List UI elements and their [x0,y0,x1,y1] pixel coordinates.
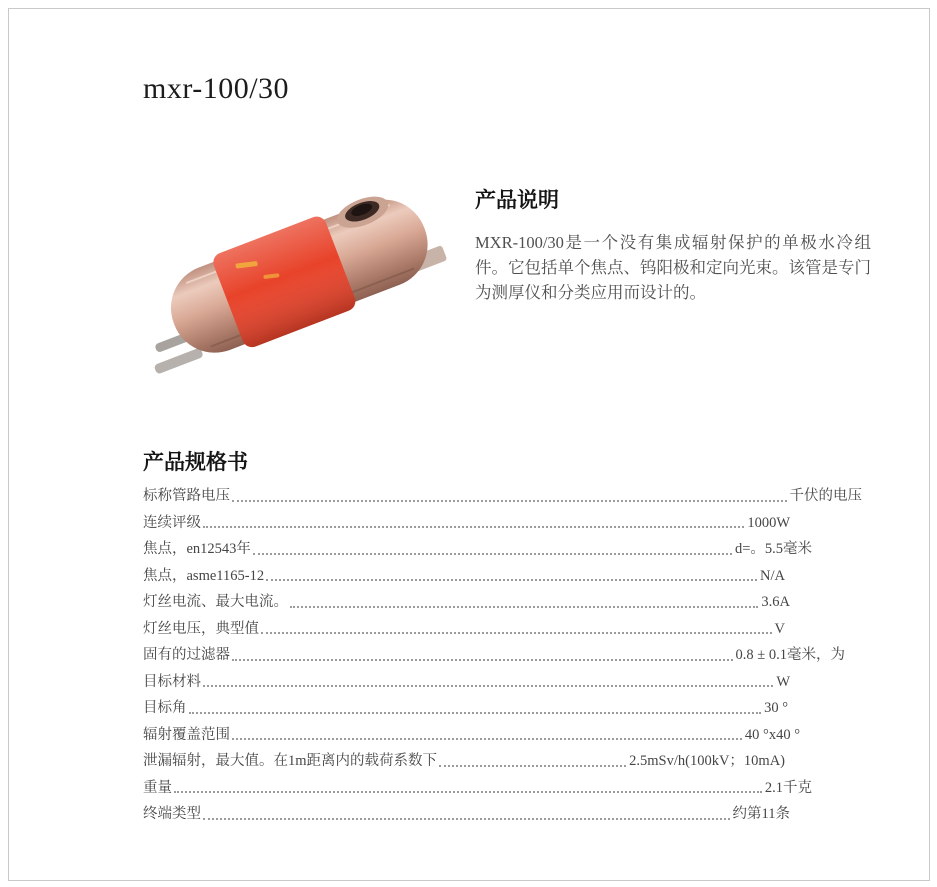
spec-row [143,728,800,744]
spec-row [143,781,812,797]
spec-label: 标称管路电压 [143,488,230,504]
spec-row [143,569,785,585]
spec-label: 辐射覆盖范围 [143,726,230,743]
spec-label: 灯丝电流、最大电流。 [143,594,288,610]
page-title: mxr-100/30 [143,72,290,105]
spec-row [143,754,785,770]
dotted-leader [253,553,732,555]
spec-row [143,595,790,611]
spec-label: 固有的过滤器 [143,647,230,663]
spec-row [143,622,785,638]
spec-label: 目标角 [143,700,187,716]
spec-label: 焦点，asme1165-12 [143,567,265,584]
dotted-leader [261,632,772,634]
dotted-leader [439,765,626,767]
dotted-leader [290,606,758,608]
spec-value: 3.6A [761,594,790,610]
spec-value: 约第11条 [732,806,790,822]
dotted-leader [203,818,730,820]
description-body: MXR-100/30是一个没有集成辐射保护的单极水冷组件。它包括单个焦点、钨阳极和定向光束。该管是专门为测厚仪和分类应用而设计的。 [475,233,871,302]
spec-label: 焦点，en12543年 [143,541,251,557]
spec-label: 目标材料 [143,673,201,690]
spec-row [143,648,845,664]
spec-value: 千伏的电压 [789,488,862,504]
spec-row [143,675,790,691]
dotted-leader [266,579,757,581]
dotted-leader [189,712,762,714]
spec-value: 1000W [747,514,790,531]
spec-label: 终端类型 [143,806,201,822]
specs-heading: 产品规格书 [143,450,248,474]
product-photo-xray-tube [148,178,453,378]
dotted-leader [174,791,762,793]
spec-label: 泄漏辐射，最大值。在1m距离内的载荷系数下 [143,753,438,769]
description-section [475,184,875,305]
spec-value: d=。5.5毫米 [734,541,812,557]
description-heading: 产品说明 [475,188,559,212]
dotted-leader [232,659,733,661]
spec-row [143,516,790,532]
spec-row [143,701,788,717]
spec-value: 40 °x40 ° [744,726,800,743]
spec-label: 连续评级 [143,514,201,531]
spec-value: 30 ° [764,700,788,716]
dotted-leader [203,526,744,528]
spec-value: W [776,673,790,690]
spec-value: 2.1千克 [764,779,812,796]
spec-row [143,489,862,505]
dotted-leader [232,738,742,740]
spec-value: 2.5mSv/h(100kV；10mA) [629,753,785,769]
dotted-leader [232,500,787,502]
spec-row [143,542,812,558]
spec-label: 灯丝电压，典型值 [143,620,259,637]
spec-row [143,807,790,823]
spec-label: 重量 [143,779,172,796]
spec-value: V [774,620,785,637]
dotted-leader [203,685,773,687]
spec-value: N/A [760,567,785,584]
spec-list [143,489,862,834]
spec-value: 0.8 ± 0.1毫米，为 [735,647,845,663]
